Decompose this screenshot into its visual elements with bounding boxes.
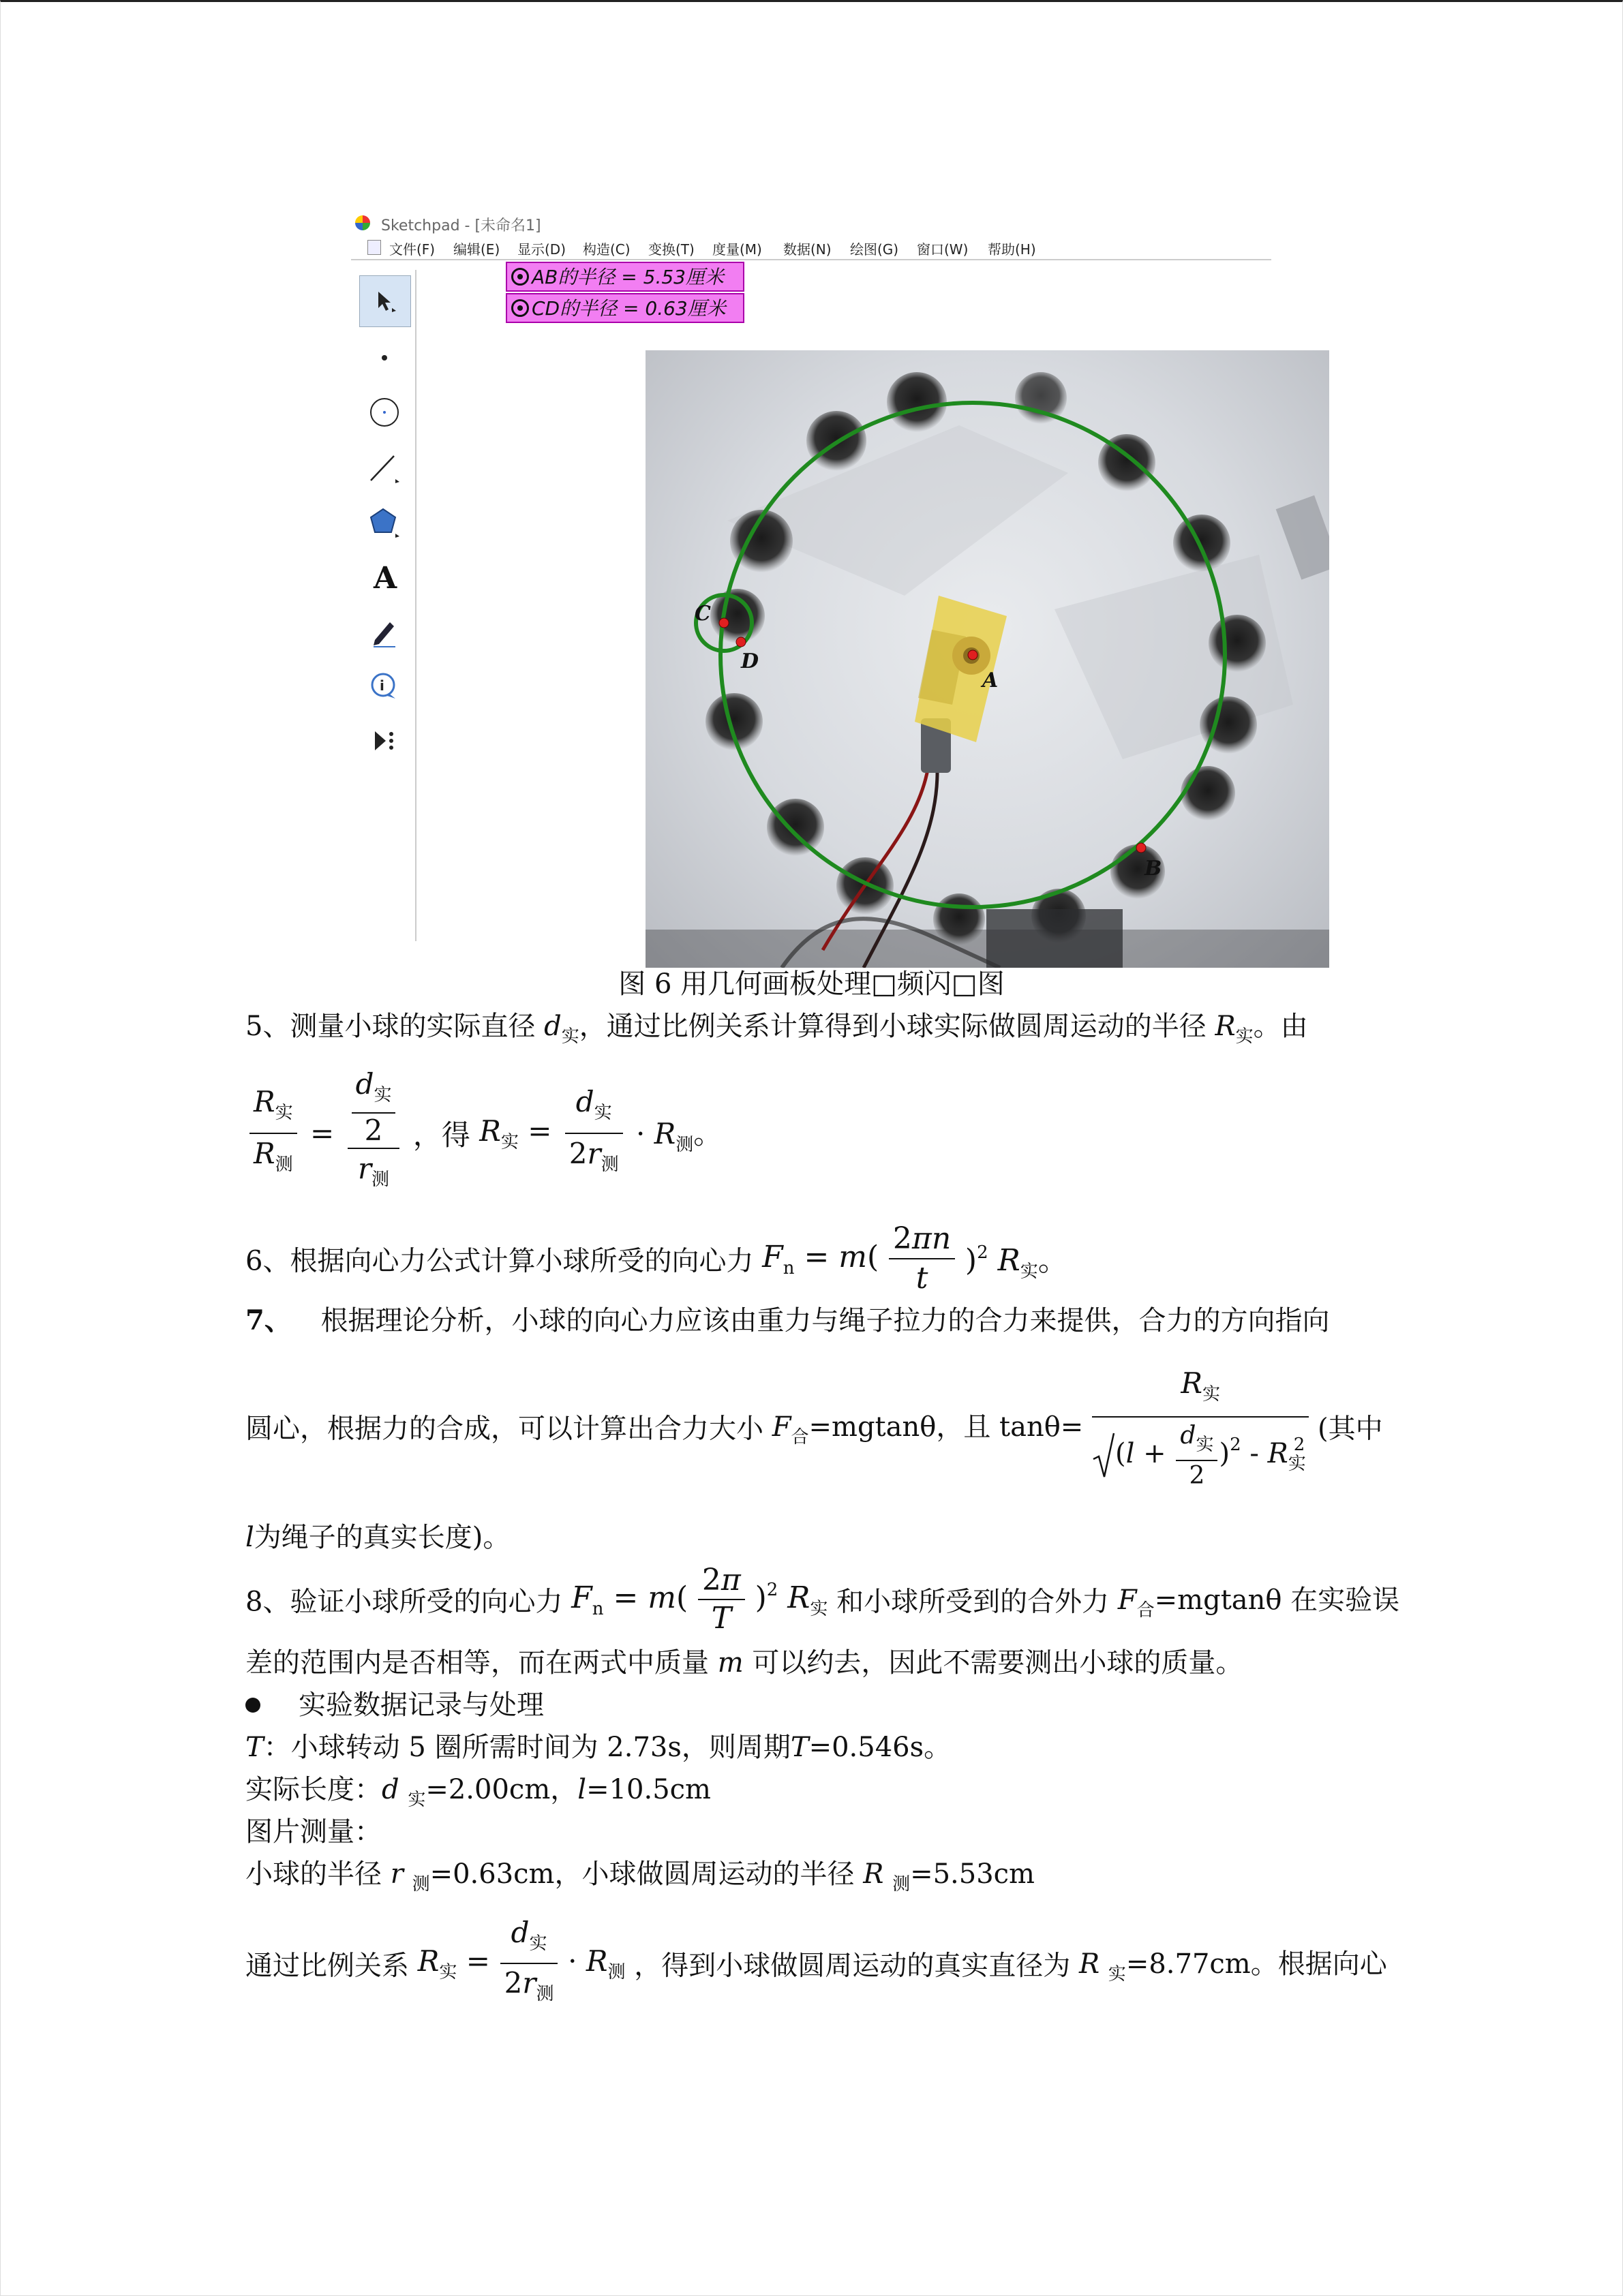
- actual-length-line: 实际长度：d $_实$=2.00cm，l=10.5cm: [245, 1774, 711, 1810]
- custom-tool[interactable]: [359, 716, 410, 766]
- sketch-canvas[interactable]: [427, 260, 1271, 944]
- pic-text-c: =5.53cm: [910, 1858, 1035, 1890]
- point-c[interactable]: [719, 618, 729, 628]
- arrow-tool[interactable]: [359, 275, 411, 327]
- compass-tool[interactable]: [359, 387, 410, 438]
- step8-text-e: 可以约去，因此不需要测出小球的质量。: [752, 1647, 1243, 1679]
- sketchpad-screenshot: [351, 211, 1271, 944]
- svg-text:A: A: [374, 561, 397, 594]
- step7-text-e: 为绳子的真实长度)。: [254, 1522, 511, 1553]
- point-d[interactable]: [736, 637, 746, 647]
- menu-edit[interactable]: 编辑(E): [453, 241, 500, 258]
- point-a[interactable]: [968, 650, 977, 660]
- measure-ab-radius[interactable]: [506, 262, 744, 292]
- menu-construct[interactable]: 构造(C): [583, 241, 631, 258]
- menu-file[interactable]: 文件(F): [389, 241, 436, 258]
- step5-text-b: ，通过比例关系计算得到小球实际做圆周运动的半径: [579, 1011, 1207, 1042]
- step7-text-a: 根据理论分析，小球的向心力应该由重力与绳子拉力的合力来提供，合力的方向指向: [320, 1305, 1330, 1336]
- info-tool[interactable]: [359, 661, 410, 711]
- circle-measure-icon: [511, 268, 529, 286]
- text-tool[interactable]: [359, 552, 410, 602]
- menu-data[interactable]: 数据(N): [783, 241, 832, 258]
- strobe-photo: [646, 350, 1329, 968]
- step8-text-c: =mgtanθ 在实验误: [1154, 1584, 1400, 1616]
- period-line: T：小球转动 5 圈所需时间为 2.73s，则周期T=0.546s。: [245, 1732, 952, 1763]
- actual-text-b: =2.00cm，: [425, 1774, 578, 1805]
- step6-text: 6、根据向心力公式计算小球所受的向心力: [245, 1245, 754, 1277]
- ratio-formula: $\frac{R_实}{R_测}$ = $\frac{\frac{d_实}{2}}{r_测}$ ，得 $R_实$ = $\frac{d_实}{2r_测}$ · $R_测$。: [245, 1067, 722, 1199]
- menu-help[interactable]: 帮助(H): [988, 241, 1036, 258]
- last-text-a: 通过比例关系: [245, 1950, 409, 1982]
- title-bar: [351, 211, 1271, 234]
- data-heading: [245, 1686, 544, 1724]
- photo-drawing: [646, 350, 1329, 968]
- marker-tool[interactable]: [359, 607, 410, 657]
- label-c: C: [695, 602, 711, 626]
- line-tool[interactable]: [359, 443, 410, 493]
- menu-window[interactable]: 窗口(W): [917, 241, 969, 258]
- sqrt-sign-icon: [1092, 1432, 1115, 1480]
- label-d: D: [741, 649, 759, 673]
- step-6-line: 6、根据向心力公式计算小球所受的向心力 $F_n = m$( $\frac{2\pi n}{t}$ )$^2$ $R_实$。: [245, 1221, 1068, 1296]
- menu-measure[interactable]: 度量(M): [712, 241, 762, 258]
- circle-measure-icon: [511, 299, 529, 317]
- measure-cd-label: CD的半径 = 0.63厘米: [532, 297, 726, 320]
- arrow-icon: [371, 288, 399, 315]
- menu-graph[interactable]: 绘图(G): [850, 241, 899, 258]
- data-heading-text: 实验数据记录与处理: [299, 1689, 544, 1721]
- info-icon: [368, 670, 401, 703]
- actual-text-a: 实际长度：: [245, 1774, 382, 1805]
- menu-bar: [351, 234, 1271, 260]
- step-7-line-3: l为绳子的真实长度)。: [245, 1522, 511, 1553]
- pencil-icon: [368, 615, 401, 648]
- menu-transform[interactable]: 变换(T): [648, 241, 695, 258]
- line-icon: [367, 450, 402, 486]
- figure-caption: 图 6 用几何画板处理□频闪□图: [618, 968, 1005, 1000]
- point-b[interactable]: [1136, 843, 1146, 853]
- point-tool[interactable]: [359, 333, 410, 383]
- period-text-b: =0.546s。: [808, 1732, 952, 1763]
- toolbox: [354, 270, 416, 941]
- step7-number: 7、: [245, 1304, 292, 1336]
- step-8-line-2: 差的范围内是否相等，而在两式中质量 m 可以约去，因此不需要测出小球的质量。: [245, 1647, 1243, 1679]
- formula-mid-text: ，得: [412, 1118, 470, 1152]
- window-title: Sketchpad - [未命名1]: [381, 217, 541, 234]
- last-text-b: ，得到小球做圆周运动的真实直径为: [634, 1950, 1071, 1982]
- period-text-a: ：小球转动 5 圈所需时间为 2.73s，则周期: [263, 1732, 791, 1763]
- measure-cd-radius[interactable]: [506, 293, 744, 323]
- measure-ab-label: AB的半径 = 5.53厘米: [532, 266, 724, 288]
- step7-text-b: 圆心，根据力的合成，可以计算出合力大小: [245, 1413, 763, 1445]
- pic-text-b: =0.63cm，小球做圆周运动的半径: [429, 1858, 855, 1890]
- pic-text-a: 小球的半径: [245, 1858, 382, 1890]
- step8-text-b: 和小球所受到的合外力: [836, 1586, 1110, 1618]
- polygon-tool[interactable]: [359, 498, 410, 548]
- text-a-icon: [368, 561, 401, 594]
- label-b: B: [1144, 857, 1162, 881]
- actual-text-c: =10.5cm: [586, 1774, 711, 1805]
- step8-text-a: 8、验证小球所受的向心力: [245, 1586, 563, 1618]
- step-7-line-2: 圆心，根据力的合成，可以计算出合力大小 $F_合=mgtan\theta$，且 tanθ= $R_实$ (l + $\frac{d_实}{2}$ )$^2 - R_实^2$ (其中: [245, 1362, 1383, 1491]
- step5-text-a: 5、测量小球的实际直径: [245, 1011, 536, 1042]
- svg-text:i: i: [380, 677, 384, 694]
- pentagon-icon: [367, 505, 402, 540]
- step-8-line-1: 8、验证小球所受的向心力 $F_n = m$( $\frac{2\pi}{T}$ )$^2$ $R_实$ 和小球所受到的合外力 $F_合=mgtan\theta$ 在实验误: [245, 1563, 1400, 1636]
- play-icon: [368, 724, 401, 757]
- last-text-c: =8.77cm。根据向心: [1125, 1948, 1387, 1980]
- step7-text-c: =mgtanθ，且 tanθ=: [808, 1411, 1084, 1443]
- ratio-result-line: 通过比例关系 $R_实$ = $\frac{d_实}{2r_测}$ · $R_测$ ，得到小球做圆周运动的真实直径为 R $_实$=8.77cm。根据向心: [245, 1914, 1387, 2013]
- step5-text-c: 。由: [1253, 1011, 1308, 1042]
- step7-text-d: (其中: [1317, 1413, 1383, 1445]
- step-5-line: 5、测量小球的实际直径 $d_实$，通过比例关系计算得到小球实际做圆周运动的半径 $R_实$。由: [245, 1011, 1308, 1047]
- bullet-icon: [245, 1698, 260, 1713]
- label-a: A: [982, 669, 999, 692]
- picture-measure-line: 小球的半径 r $_测$=0.63cm，小球做圆周运动的半径 R $_测$=5.53cm: [245, 1858, 1035, 1895]
- document-icon: [367, 240, 381, 255]
- picture-measure-label: 图片测量：: [245, 1816, 382, 1848]
- step-7-line-1: [245, 1302, 1330, 1340]
- sketchpad-logo-icon: [355, 215, 370, 230]
- circle-icon: [368, 396, 401, 429]
- point-icon: [371, 344, 398, 371]
- step8-text-d: 差的范围内是否相等，而在两式中质量: [245, 1647, 709, 1679]
- menu-display[interactable]: 显示(D): [517, 241, 566, 258]
